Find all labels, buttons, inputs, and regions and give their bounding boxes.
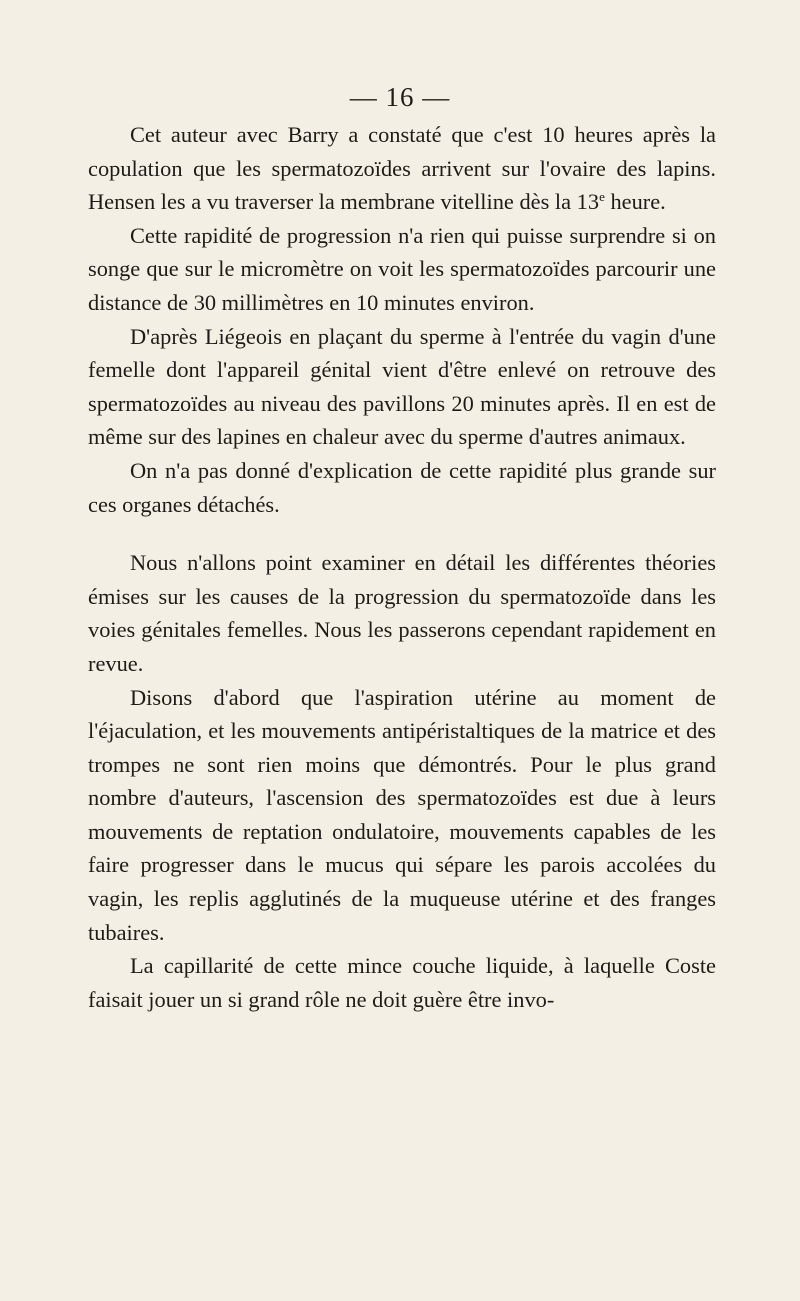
paragraph-2: Cette rapidité de progression n'a rien qui puisse surprendre si on songe que sur le micromètre on voit les spermatozoïdes parcourir une distance de 30 millimètres en 10 minutes environ. [88,222,716,315]
page-number: — 16 — [349,82,451,112]
paragraph-6: Disons d'abord que l'aspiration utérine au moment de l'éjaculation, et les mouvements antipéristaltiques de la matrice et des trompes ne sont rien moins que démontrés. Pour le plus grand nombre d'auteurs, l'ascension des spermatozoïdes est due à leurs mouvements de reptation ondulatoire, mouvements capables de les faire progresser dans le mucus qui sépare les parois accolées du vagin, les replis agglutinés de la muqueuse utérine et des franges tubaires. [88,684,716,945]
paragraph-1 [88,118,716,219]
paragraph-4: On n'a pas donné d'explication de cette rapidité plus grande sur ces organes détachés. [88,457,716,517]
paragraph-1-end: heure. [604,189,666,215]
paragraph-3: D'après Liégeois en plaçant du sperme à l'entrée du vagin d'une femelle dont l'appareil génital vient d'être enlevé on retrouve des spermatozoïdes au niveau des pavillons 20 minutes après. Il en est de même sur des lapines en chaleur avec du sperme d'autres animaux. [88,323,716,450]
body-text [88,118,716,1016]
ordinal-superscript: e [599,189,605,205]
paragraph-5: Nous n'allons point examiner en détail les différentes théories émises sur les causes de la progression du spermatozoïde dans les voies génitales femelles. Nous les passerons cependant rapidement en revue. [88,550,716,676]
paragraph-7: La capillarité de cette mince couche liquide, à laquelle Coste faisait jouer un si grand rôle ne doit guère être invo- [88,953,716,1012]
paragraph-1-text: Cet auteur avec Barry a constaté que c'est 10 heures après la copulation que les spermatozoïdes arrivent sur l'ovaire des lapins. Hensen les a vu traverser la membrane vitelline dès la 13 [88,122,716,215]
